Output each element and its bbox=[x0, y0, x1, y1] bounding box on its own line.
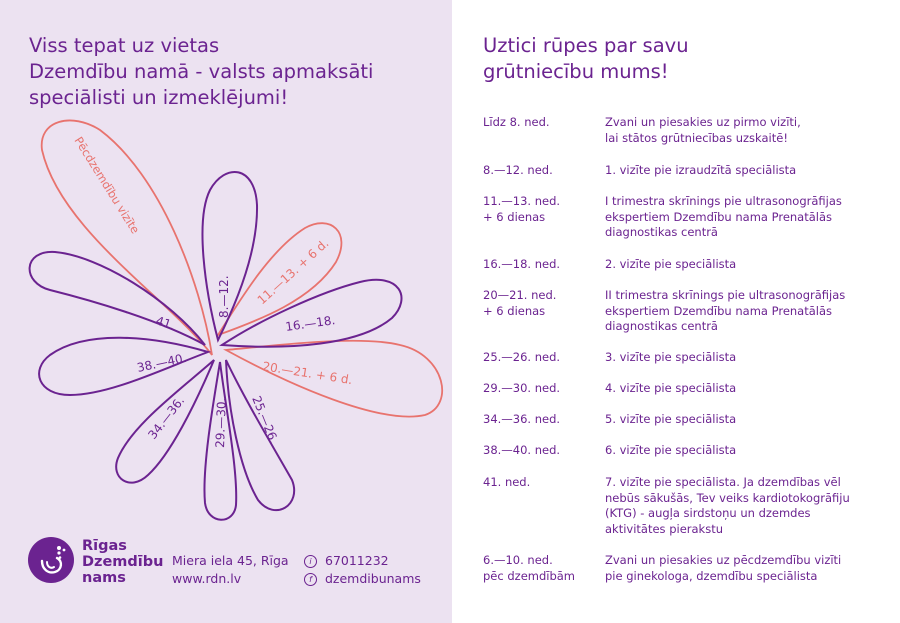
phone-number: 67011232 bbox=[325, 553, 389, 568]
when-line: 8.—12. ned. bbox=[483, 163, 553, 177]
when-line: 38.—40. ned. bbox=[483, 443, 561, 457]
address: Miera iela 45, Rīga bbox=[172, 553, 289, 568]
schedule-when bbox=[483, 288, 603, 319]
schedule-what bbox=[605, 553, 885, 584]
what-line: diagnostikas centrā bbox=[605, 225, 718, 239]
schedule-what bbox=[605, 381, 885, 397]
label-16-18: 16.—18. bbox=[284, 313, 337, 334]
what-line: 2. vizīte pie speciālista bbox=[605, 257, 737, 271]
what-line: lai stātos grūtniecības uzskaitē! bbox=[605, 130, 788, 145]
label-29-30: 29.—30. bbox=[213, 397, 229, 449]
what-line: (KTG) - augļa sirdstoņu un dzemdes bbox=[605, 506, 811, 520]
schedule-title-line-1: Uztici rūpes par savu bbox=[483, 34, 689, 57]
footer bbox=[0, 530, 452, 623]
when-line: + 6 dienas bbox=[483, 209, 546, 224]
when-line: 41. ned. bbox=[483, 475, 531, 489]
what-line: 5. vizīte pie speciālista bbox=[605, 412, 737, 426]
label-11-13: 11.—13. + 6 d. bbox=[254, 236, 332, 308]
schedule-what bbox=[605, 163, 885, 179]
schedule-when bbox=[483, 412, 603, 428]
facebook-icon: f bbox=[304, 573, 317, 586]
info-icon: i bbox=[304, 555, 317, 568]
when-line: 29.—30. ned. bbox=[483, 381, 561, 395]
flower-diagram bbox=[0, 0, 452, 530]
label-8-12: 8.—12. bbox=[217, 275, 231, 318]
schedule-what bbox=[605, 115, 885, 146]
logo-line-2: Dzemdību bbox=[82, 554, 164, 570]
what-line: 6. vizīte pie speciālista bbox=[605, 443, 737, 457]
when-line: 20—21. ned. bbox=[483, 288, 557, 302]
headline-line-1: Viss tepat uz vietas bbox=[29, 34, 220, 57]
what-line: ekspertiem Dzemdību nama Prenatālās bbox=[605, 303, 833, 318]
what-line: 7. vizīte pie speciālista. Ja dzemdības vēl bbox=[605, 475, 841, 489]
label-postnatal: Pēcdzemdību vizīte bbox=[71, 134, 143, 237]
when-line: + 6 dienas bbox=[483, 303, 546, 318]
logo-text bbox=[82, 538, 163, 586]
when-line: Līdz 8. ned. bbox=[483, 115, 550, 129]
petal-postnatal bbox=[42, 120, 212, 355]
when-line: 34.—36. ned. bbox=[483, 412, 561, 426]
schedule-when bbox=[483, 350, 603, 366]
what-line: Zvani un piesakies uz pirmo vizīti, bbox=[605, 115, 801, 129]
schedule-when bbox=[483, 163, 603, 179]
schedule-when bbox=[483, 553, 603, 584]
schedule-what bbox=[605, 475, 885, 537]
what-line: diagnostikas centrā bbox=[605, 319, 718, 333]
label-34-36: 34.—36. bbox=[145, 393, 188, 442]
what-line: Zvani un piesakies uz pēcdzemdību vizīti bbox=[605, 553, 842, 567]
when-line: 6.—10. ned. bbox=[483, 553, 553, 567]
what-line: 1. vizīte pie izraudzītā speciālista bbox=[605, 163, 797, 177]
what-line: aktivitātes pierakstu bbox=[605, 521, 723, 536]
schedule-when bbox=[483, 257, 603, 273]
label-25-26: 25.—26. bbox=[249, 393, 281, 446]
what-line: nebūs sākušās, Tev veiks kardiotokogrāfiju bbox=[605, 490, 850, 505]
schedule-what bbox=[605, 288, 885, 335]
schedule-when bbox=[483, 475, 603, 491]
schedule-what bbox=[605, 443, 885, 459]
headline-line-3: speciālisti un izmeklējumi! bbox=[29, 86, 289, 109]
what-line: I trimestra skrīnings pie ultrasonogrāfijas bbox=[605, 194, 842, 208]
headline-line-2: Dzemdību namā - valsts apmaksāti bbox=[29, 60, 374, 83]
petal-16-18 bbox=[222, 280, 402, 347]
label-20-21: 20.—21. + 6 d. bbox=[261, 359, 354, 388]
what-line: 4. vizīte pie speciālista bbox=[605, 381, 737, 395]
contacts-block bbox=[304, 552, 421, 588]
label-41: 41. bbox=[154, 313, 177, 333]
address-block bbox=[172, 552, 289, 588]
schedule-what bbox=[605, 412, 885, 428]
schedule-when bbox=[483, 115, 603, 131]
schedule-when bbox=[483, 443, 603, 459]
when-line: 25.—26. ned. bbox=[483, 350, 561, 364]
schedule-title bbox=[483, 33, 689, 85]
schedule-what bbox=[605, 257, 885, 273]
logo-line-3: nams bbox=[82, 570, 126, 586]
schedule-when bbox=[483, 194, 603, 225]
schedule-title-line-2: grūtniecību mums! bbox=[483, 60, 669, 83]
phone-row[interactable] bbox=[304, 552, 421, 570]
facebook-row[interactable] bbox=[304, 570, 421, 588]
label-38-40: 38.—40. bbox=[135, 350, 188, 375]
petal-41 bbox=[30, 252, 205, 345]
facebook-handle: dzemdibunams bbox=[325, 571, 421, 586]
schedule-what bbox=[605, 194, 885, 241]
logo-icon bbox=[28, 537, 74, 583]
what-line: ekspertiem Dzemdību nama Prenatālās bbox=[605, 209, 833, 224]
what-line: pie ginekologa, dzemdību speciālista bbox=[605, 568, 818, 583]
when-line: 16.—18. ned. bbox=[483, 257, 561, 271]
website-link[interactable]: www.rdn.lv bbox=[172, 571, 242, 586]
when-line: 11.—13. ned. bbox=[483, 194, 561, 208]
what-line: 3. vizīte pie speciālista bbox=[605, 350, 737, 364]
right-panel bbox=[452, 0, 900, 623]
schedule-when bbox=[483, 381, 603, 397]
what-line: II trimestra skrīnings pie ultrasonogrāfijas bbox=[605, 288, 846, 302]
schedule-what bbox=[605, 350, 885, 366]
when-line: pēc dzemdībām bbox=[483, 568, 576, 583]
logo-line-1: Rīgas bbox=[82, 538, 127, 554]
